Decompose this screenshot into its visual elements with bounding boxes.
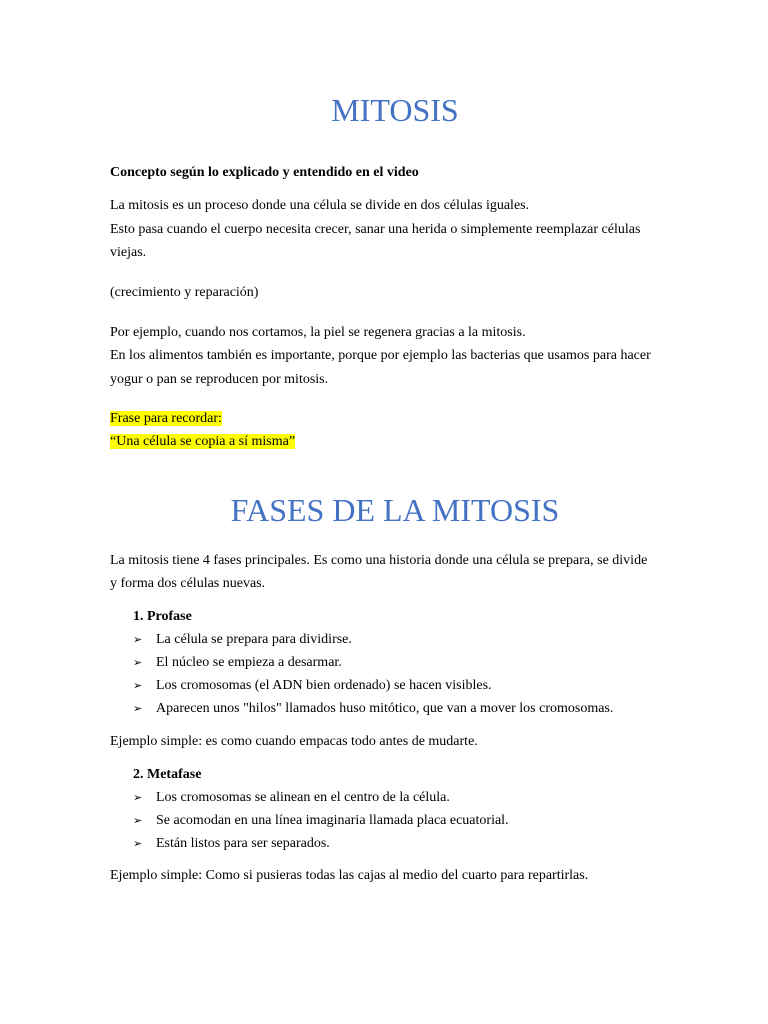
text-line: y forma dos células nuevas. — [110, 576, 266, 591]
arrow-bullet-icon: ➢ — [133, 791, 143, 804]
page-title: MITOSIS — [331, 92, 459, 128]
phase-heading-profase: 1. Profase — [133, 609, 192, 624]
arrow-bullet-icon: ➢ — [133, 814, 143, 827]
list-item — [133, 651, 342, 674]
example-profase: Ejemplo simple: es como cuando empacas todo antes de mudarte. — [110, 734, 478, 749]
phrase-quote — [110, 430, 670, 453]
text-line: En los alimentos también es importante, porque por ejemplo las bacterias que usamos para hacer — [110, 348, 651, 363]
phases-title: FASES DE LA MITOSIS — [230, 492, 560, 528]
list-item — [133, 674, 492, 697]
list-item — [133, 832, 330, 855]
text-line: Por ejemplo, cuando nos cortamos, la piel se regenera gracias a la mitosis. — [110, 325, 526, 340]
arrow-bullet-icon: ➢ — [133, 656, 143, 669]
list-item — [133, 786, 450, 809]
phrase-label — [110, 407, 670, 430]
list-item-text: Los cromosomas (el ADN bien ordenado) se hacen visibles. — [156, 678, 492, 693]
text-line: Esto pasa cuando el cuerpo necesita crecer, sanar una herida o simplemente reemplazar células — [110, 222, 641, 237]
list-item — [133, 809, 509, 832]
list-item-text: Los cromosomas se alinean en el centro de la célula. — [156, 790, 450, 805]
paragraph-growth-note: (crecimiento y reparación) — [110, 285, 259, 300]
list-item-text: El núcleo se empieza a desarmar. — [156, 655, 342, 670]
list-item-text: Aparecen unos "hilos" llamados huso mitótico, que van a mover los cromosomas. — [156, 701, 614, 716]
text-line: La mitosis tiene 4 fases principales. Es como una historia donde una célula se prepara, se divide — [110, 553, 648, 568]
concept-heading: Concepto según lo explicado y entendido en el video — [110, 165, 419, 180]
arrow-bullet-icon: ➢ — [133, 702, 143, 715]
arrow-bullet-icon: ➢ — [133, 837, 143, 850]
list-item-text: Se acomodan en una línea imaginaria llamada placa ecuatorial. — [156, 813, 509, 828]
phase-heading-metafase: 2. Metafase — [133, 767, 202, 782]
highlight: Frase para recordar: — [110, 411, 222, 426]
example-metafase: Ejemplo simple: Como si pusieras todas las cajas al medio del cuarto para repartirlas. — [110, 868, 589, 883]
list-item — [133, 697, 613, 720]
arrow-bullet-icon: ➢ — [133, 633, 143, 646]
text-line: La mitosis es un proceso donde una célula se divide en dos células iguales. — [110, 198, 530, 213]
arrow-bullet-icon: ➢ — [133, 679, 143, 692]
list-item-text: Están listos para ser separados. — [156, 836, 330, 851]
highlight: “Una célula se copia a sí misma” — [110, 434, 296, 449]
list-item — [133, 628, 352, 651]
text-line: yogur o pan se reproducen por mitosis. — [110, 372, 329, 387]
list-item-text: La célula se prepara para dividirse. — [156, 632, 352, 647]
text-line: viejas. — [110, 245, 147, 260]
